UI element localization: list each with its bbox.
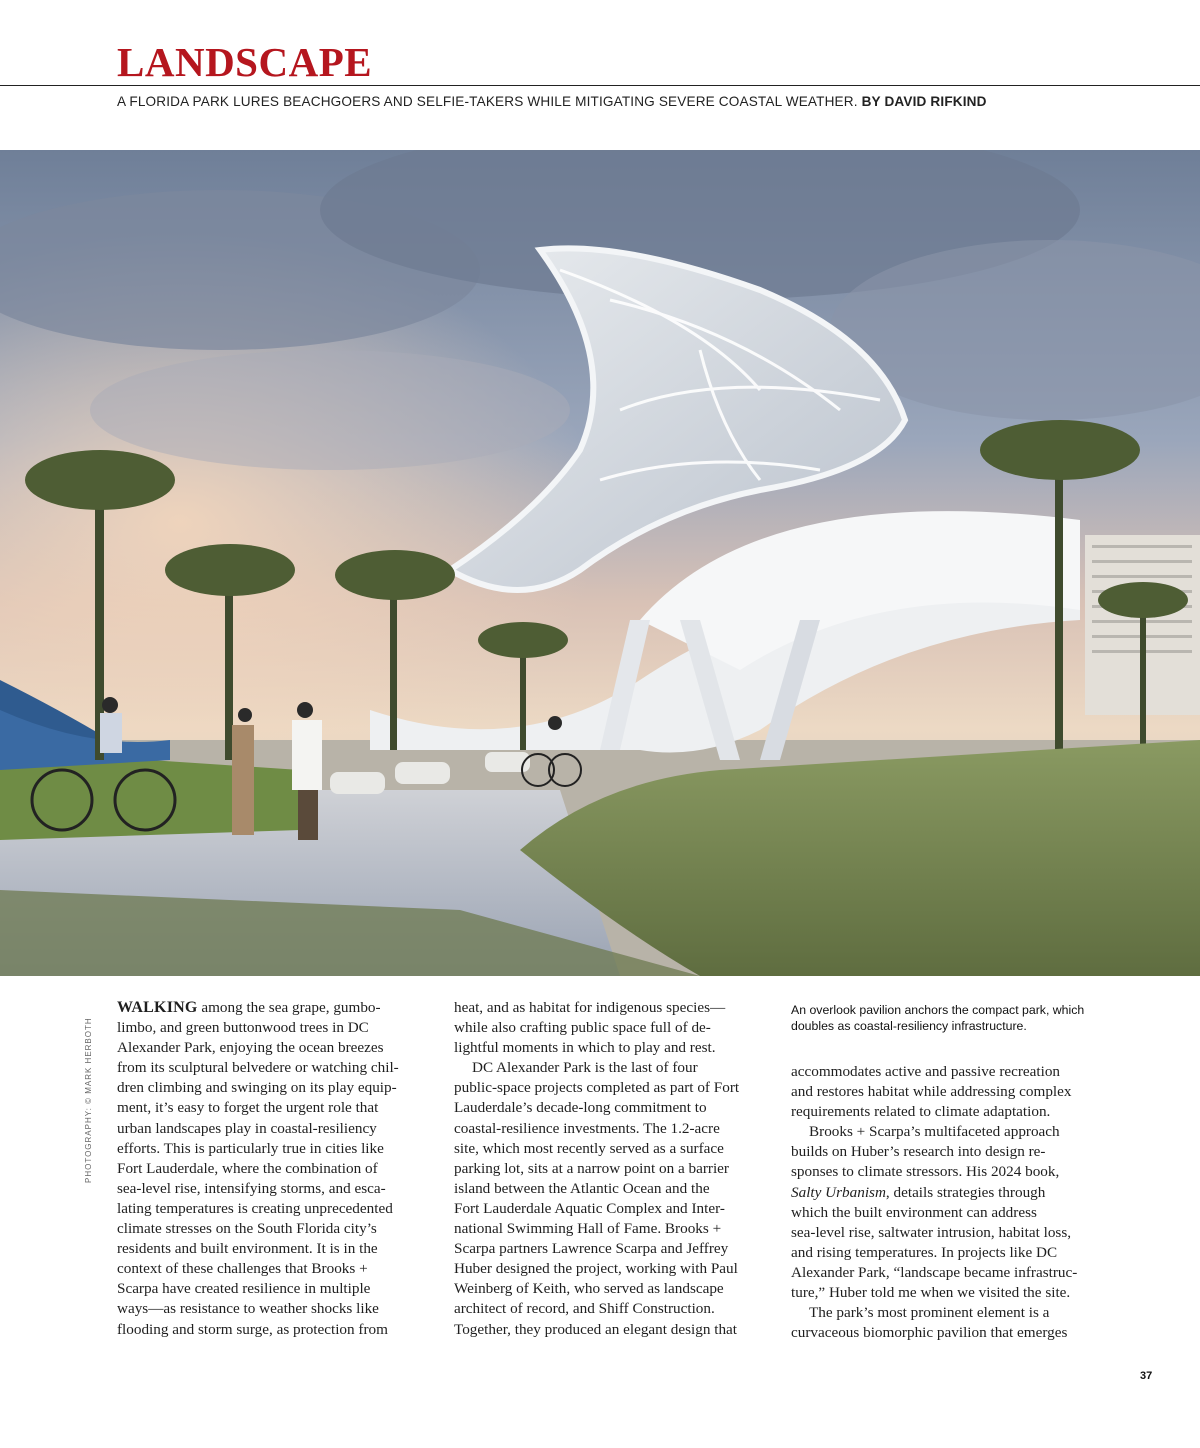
col1-line-0	[117, 998, 429, 1018]
col3-line: The park’s most prominent element is a	[809, 1304, 1050, 1322]
col2-line: architect of record, and Shiff Construction.	[454, 1300, 715, 1318]
col3-line: builds on Huber’s research into design re-	[791, 1143, 1046, 1161]
deck-text: A FLORIDA PARK LURES BEACHGOERS AND SELFIE-TAKERS WHILE MITIGATING SEVERE COASTAL WEATHER.	[117, 94, 858, 109]
col1-line: flooding and storm surge, as protection from	[117, 1320, 388, 1338]
col1-line: Scarpa have created resilience in multiple	[117, 1280, 371, 1298]
column-3	[791, 1062, 1111, 1343]
section-title: LANDSCAPE	[117, 39, 373, 85]
col1-line: limbo, and green buttonwood trees in DC	[117, 1019, 369, 1037]
col2-line: public-space projects completed as part of Fort	[454, 1079, 740, 1097]
col2-line: while also crafting public space full of de-	[454, 1019, 711, 1037]
book-rest: , details strategies through	[885, 1183, 1046, 1201]
col2-line: national Swimming Hall of Fame. Brooks +	[454, 1220, 722, 1238]
col2-line: site, which most recently served as a surface	[454, 1139, 724, 1157]
header-rule	[0, 85, 1200, 86]
col3-line: requirements related to climate adaptation.	[791, 1103, 1051, 1121]
col3-line: sea-level rise, saltwater intrusion, habitat loss,	[791, 1223, 1072, 1241]
col3-line: which the built environment can address	[791, 1203, 1037, 1221]
col1-line: lating temperatures is creating unprecedented	[117, 1199, 393, 1217]
col1-line: sea-level rise, intensifying storms, and esca-	[117, 1179, 386, 1197]
col1-line: ways—as resistance to weather shocks like	[117, 1300, 379, 1318]
col1-first-line: among the sea grape, gumbo-	[197, 999, 381, 1016]
col1-line: dren climbing and swinging on its play equip-	[117, 1079, 397, 1097]
photo-credit-text: PHOTOGRAPHY: © MARK HERBOTH	[84, 1017, 93, 1183]
photo-caption: An overlook pavilion anchors the compact park, which doubles as coastal-resiliency infrastructure.	[791, 1003, 1085, 1033]
col2-line: Fort Lauderdale Aquatic Complex and Inter-	[454, 1199, 725, 1217]
col3-line: sponses to climate stressors. His 2024 book,	[791, 1163, 1060, 1181]
col2-line: DC Alexander Park is the last of four	[472, 1059, 698, 1077]
column-1	[117, 998, 429, 1340]
column-2	[454, 998, 766, 1340]
article-deck	[117, 93, 1187, 110]
col1-line: climate stresses on the South Florida city’s	[117, 1220, 377, 1238]
col2-line: Huber designed the project, working with Paul	[454, 1260, 738, 1278]
pavilion-park-illustration	[0, 150, 1200, 976]
col1-line: context of these challenges that Brooks +	[117, 1260, 368, 1278]
byline: BY DAVID RIFKIND	[861, 94, 987, 109]
col3-line-book	[791, 1183, 1111, 1203]
lead-word: WALKING	[117, 999, 198, 1016]
col3-line: ture,” Huber told me when we visited the site.	[791, 1284, 1071, 1302]
col2-line: Scarpa partners Lawrence Scarpa and Jeffrey	[454, 1240, 729, 1258]
col1-line: Alexander Park, enjoying the ocean breezes	[117, 1039, 384, 1057]
col1-line: residents and built environment. It is in the	[117, 1240, 378, 1258]
col1-line: efforts. This is particularly true in cities like	[117, 1139, 384, 1157]
col2-line: island between the Atlantic Ocean and the	[454, 1179, 710, 1197]
col3-line: Brooks + Scarpa’s multifaceted approach	[809, 1123, 1060, 1141]
col2-line: Together, they produced an elegant design that	[454, 1320, 737, 1338]
col1-line: urban landscapes play in coastal-resiliency	[117, 1119, 377, 1137]
hero-photo	[0, 150, 1200, 976]
col3-line: accommodates active and passive recreation	[791, 1063, 1061, 1080]
col1-line: from its sculptural belvedere or watching chil-	[117, 1059, 399, 1077]
col2-line: heat, and as habitat for indigenous species—	[454, 999, 726, 1016]
page-number: 37	[1140, 1370, 1153, 1382]
col3-line: and restores habitat while addressing complex	[791, 1083, 1072, 1101]
col1-line: Fort Lauderdale, where the combination of	[117, 1159, 378, 1177]
col3-line: curvaceous biomorphic pavilion that emerges	[791, 1324, 1068, 1342]
col3-line: Alexander Park, “landscape became infrastruc-	[791, 1263, 1078, 1281]
col2-line: parking lot, sits at a narrow point on a barrier	[454, 1159, 729, 1177]
col2-line: lightful moments in which to play and rest.	[454, 1039, 716, 1057]
col3-line: and rising temperatures. In projects like DC	[791, 1243, 1058, 1261]
col2-line: Weinberg of Keith, who served as landscape	[454, 1280, 724, 1298]
col2-line: coastal-resilience investments. The 1.2-acre	[454, 1119, 720, 1137]
book-title: Salty Urbanism	[791, 1183, 886, 1201]
col1-line: ment, it’s easy to forget the urgent role that	[117, 1099, 379, 1117]
col2-line: Lauderdale’s decade-long commitment to	[454, 1099, 707, 1117]
